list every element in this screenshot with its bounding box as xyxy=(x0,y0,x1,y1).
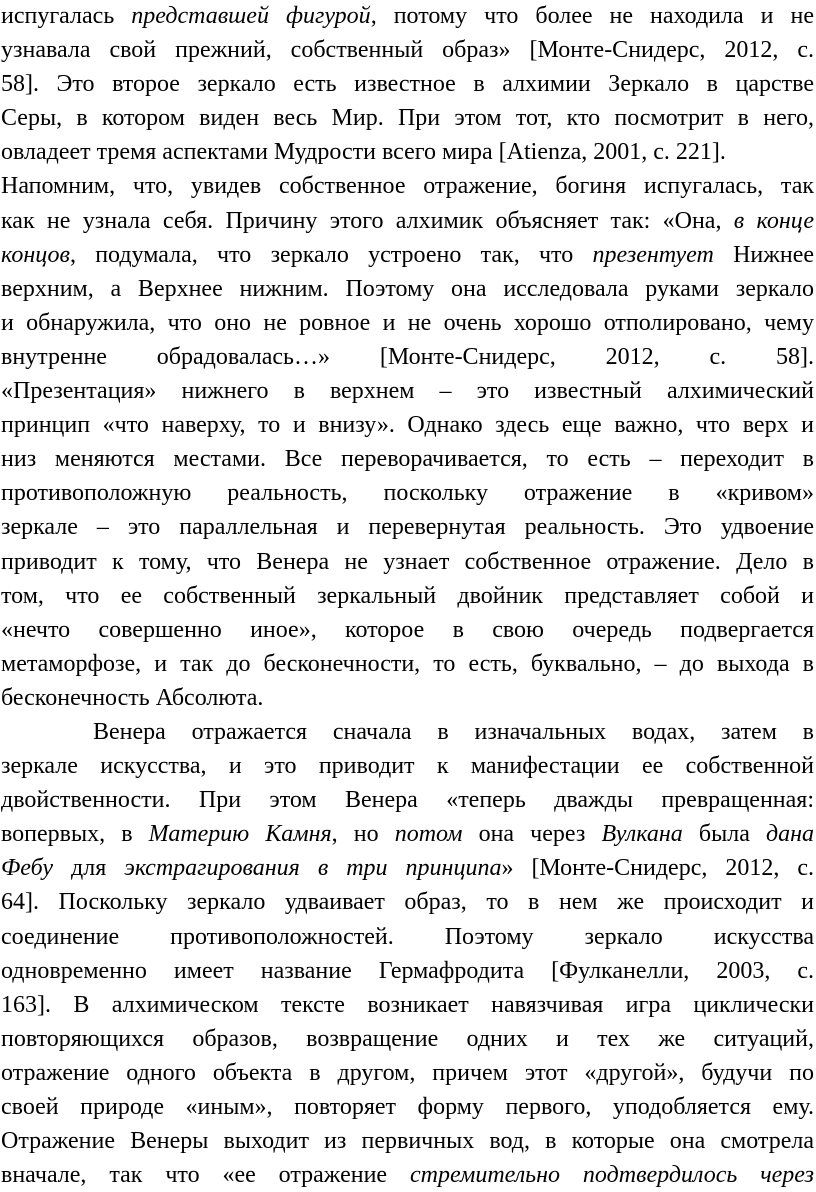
text-line xyxy=(1,510,814,544)
text-span: повторяющихся образов, возвращение одних и тех же ситуаций, xyxy=(1,1025,814,1052)
text-line xyxy=(1,1124,814,1158)
text-span: Отражение Венеры выходит из первичных вод, в которые она смотрела xyxy=(1,1128,814,1155)
text-line xyxy=(1,817,814,851)
text-line xyxy=(1,1056,814,1090)
italic-text: дана xyxy=(765,821,814,848)
text-line xyxy=(1,681,814,715)
text-span: том, что ее собственный зеркальный двойник представляет собой и xyxy=(1,582,814,609)
text-span: Серы, в котором виден весь Мир. При этом тот, кто посмотрит в него, xyxy=(1,105,814,132)
text-line xyxy=(1,442,814,476)
text-span: , но xyxy=(331,821,395,848)
text-span: противоположную реальность, поскольку отражение в «кривом» xyxy=(1,480,814,507)
text-span: , потому что более не находила и не xyxy=(370,3,814,29)
text-line xyxy=(1,1022,814,1056)
text-span: зеркале – это параллельная и перевернутая реальность. Это удвоение xyxy=(1,514,814,541)
text-span: как не узнала себя. Причину этого алхимик объясняет так: «Она, xyxy=(1,207,734,234)
text-span: бесконечность Абсолюта. xyxy=(1,684,264,711)
text-span: отражение одного объекта в другом, причем этот «другой», будучи по xyxy=(1,1059,814,1086)
italic-text: стремительно подтвердилось через xyxy=(409,1162,814,1189)
text-line xyxy=(1,885,814,919)
text-line xyxy=(1,988,814,1022)
italic-text: в конце xyxy=(733,207,814,234)
italic-text: Материю Камня xyxy=(148,821,332,848)
text-line xyxy=(1,340,814,374)
text-span: 163]. В алхимическом тексте возникает навязчивая игра циклически xyxy=(1,991,814,1018)
text-line xyxy=(1,715,814,749)
text-span: «Презентация» нижнего в верхнем – это известный алхимический xyxy=(1,378,814,405)
text-line xyxy=(1,306,814,340)
text-line xyxy=(1,135,814,169)
text-span: овладеет тремя аспектами Мудрости всего мира [Atienza, 2001, с. 221]. xyxy=(1,139,726,166)
text-span: принцип «что наверху, то и внизу». Однако здесь еще важно, что верх и xyxy=(1,412,814,439)
text-span: одновременно имеет название Гермафродита [Фулканелли, 2003, с. xyxy=(1,957,814,984)
italic-text: потом xyxy=(394,821,463,848)
text-line xyxy=(1,33,814,67)
text-line xyxy=(1,0,814,33)
italic-text: Вулкана xyxy=(601,821,683,848)
text-span: Напомним, что, увидев собственное отражение, богиня испугалась, так xyxy=(1,173,814,200)
text-line xyxy=(1,579,814,613)
text-span: верхним, а Верхнее нижним. Поэтому она исследовала руками зеркало xyxy=(1,275,814,302)
text-span: внутренне обрадовалась…» [Монте-Снидерс, 2012, с. 58]. xyxy=(1,343,814,370)
text-span: , подумала, что зеркало устроено так, что xyxy=(69,241,593,268)
text-span: «нечто совершенно иное», которое в свою очередь подвергается xyxy=(1,616,814,643)
text-line xyxy=(1,204,814,238)
document-body xyxy=(1,0,814,1192)
text-span: испугалась xyxy=(1,3,132,29)
text-span: была xyxy=(682,821,766,848)
text-line xyxy=(1,1090,814,1124)
text-line xyxy=(1,647,814,681)
italic-text: Фебу xyxy=(1,855,54,882)
text-line xyxy=(1,920,814,954)
text-line xyxy=(1,238,814,272)
text-span: двойственности. При этом Венера «теперь дважды превращенная: xyxy=(1,787,814,814)
text-line xyxy=(1,374,814,408)
text-line xyxy=(1,476,814,510)
italic-text: концов xyxy=(1,241,70,268)
text-line xyxy=(1,169,814,203)
text-span: приводит к тому, что Венера не узнает собственное отражение. Дело в xyxy=(1,548,814,575)
text-span: низ меняются местами. Все переворачивается, то есть – переходит в xyxy=(1,446,814,473)
text-span: она через xyxy=(462,821,602,848)
text-span: зеркале искусства, и это приводит к манифестации ее собственной xyxy=(1,753,814,780)
text-span: метаморфозе, и так до бесконечности, то есть, буквально, – до выхода в xyxy=(1,650,814,677)
text-span: вначале, так что «ее отражение xyxy=(1,1162,410,1189)
italic-text: презентует xyxy=(592,241,714,268)
text-span: своей природе «иным», повторяет форму первого, уподобляется ему. xyxy=(1,1094,814,1120)
text-span: вопервых, в xyxy=(1,821,149,848)
text-line xyxy=(1,101,814,135)
text-span: узнавала свой прежний, собственный образ» [Монте-Снидерс, 2012, с. xyxy=(1,37,814,64)
text-span: » [Монте-Снидерс, 2012, с. xyxy=(501,855,814,882)
text-line xyxy=(1,749,814,783)
text-span: 58]. Это второе зеркало есть известное в алхимии Зеркало в царстве xyxy=(1,71,814,98)
text-line xyxy=(1,851,814,885)
text-line xyxy=(1,613,814,647)
text-line xyxy=(1,954,814,988)
text-line xyxy=(1,1158,814,1192)
text-span: для xyxy=(53,855,125,882)
text-line xyxy=(1,272,814,306)
italic-text: представшей фигурой xyxy=(131,3,371,29)
text-line xyxy=(1,783,814,817)
text-span: Нижнее xyxy=(713,241,814,268)
text-line xyxy=(1,408,814,442)
text-span: и обнаружила, что оно не ровное и не очень хорошо отполировано, чему xyxy=(1,309,814,336)
text-line xyxy=(1,67,814,101)
italic-text: экстрагирования в три принципа xyxy=(124,855,502,882)
text-span: соединение противоположностей. Поэтому зеркало искусства xyxy=(1,923,814,950)
text-span: 64]. Поскольку зеркало удваивает образ, то в нем же происходит и xyxy=(1,889,814,916)
text-line xyxy=(1,545,814,579)
text-span: Венера отражается сначала в изначальных водах, затем в xyxy=(93,718,814,745)
